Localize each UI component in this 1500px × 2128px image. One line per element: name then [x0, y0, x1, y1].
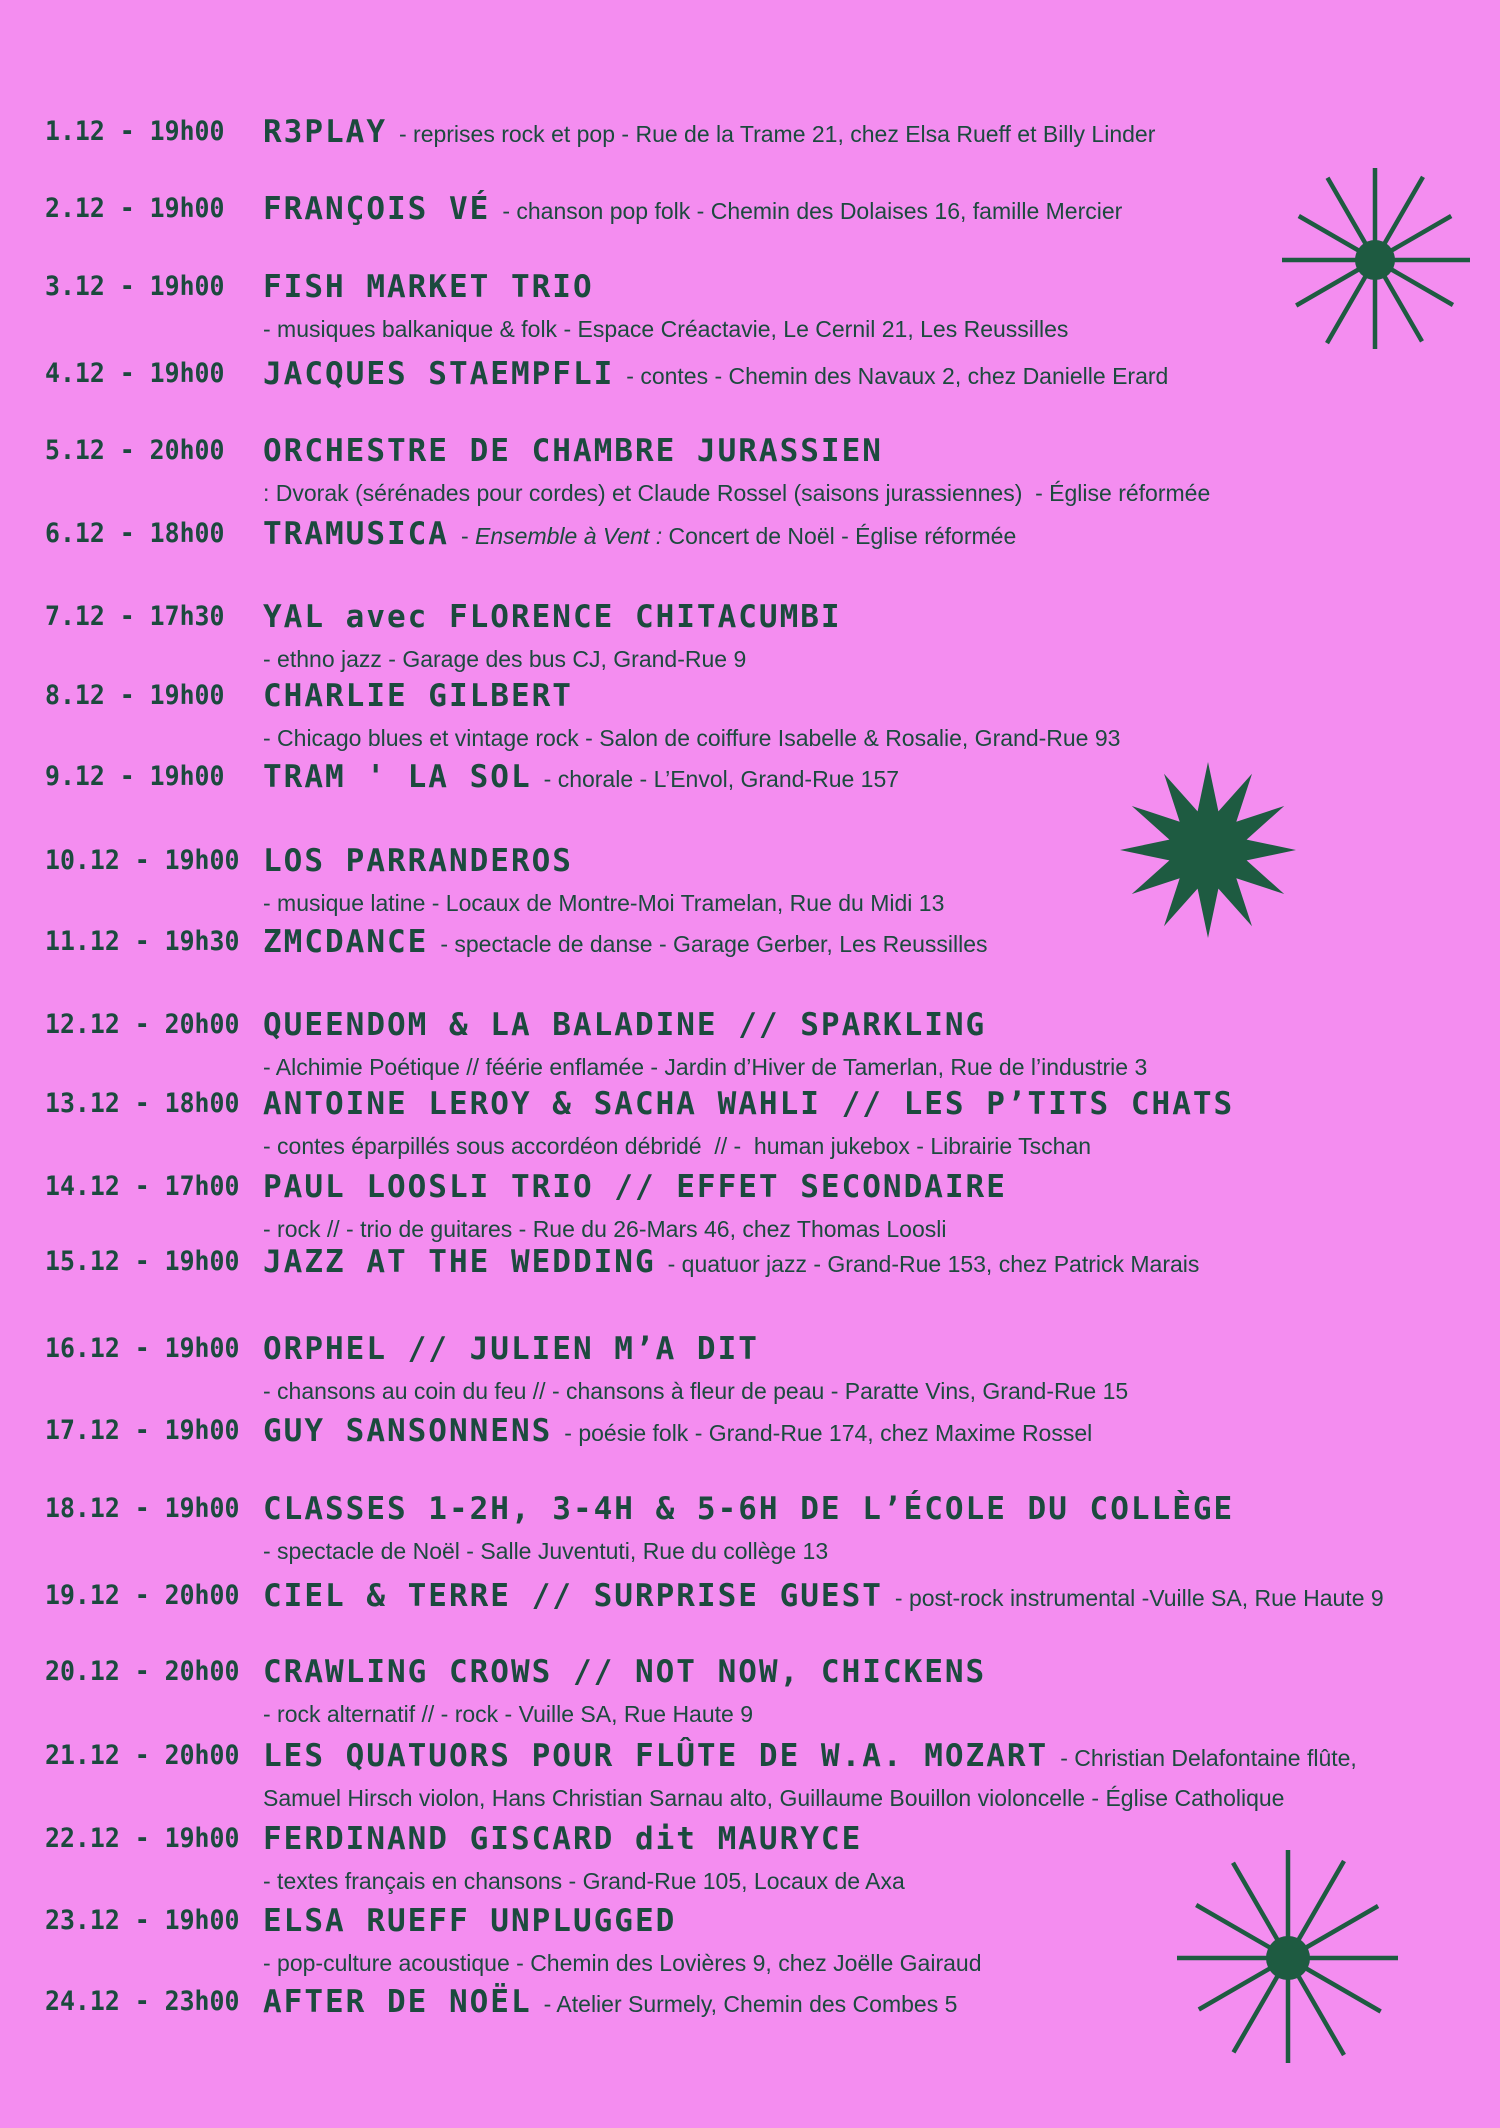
event-row — [45, 600, 1465, 674]
event-row — [45, 1985, 1465, 2025]
event-datetime: 18.12 - 19h00 — [45, 1493, 240, 1524]
event-title: CIEL & TERRE // SURPRISE GUEST — [263, 1578, 883, 1614]
event-row — [45, 1579, 1465, 1619]
event-description: - musiques balkanique & folk - Espace Créactavie, Le Cernil 21, Les Reussilles — [263, 316, 1069, 342]
event-row — [45, 1008, 1465, 1082]
event-row — [45, 1655, 1465, 1729]
event-title: ZMCDANCE — [263, 924, 429, 960]
event-title: LOS PARRANDEROS — [263, 843, 573, 879]
event-title: TRAMUSICA — [263, 516, 449, 552]
event-title: AFTER DE NOËL — [263, 1984, 532, 2020]
event-title: ORCHESTRE DE CHAMBRE JURASSIEN — [263, 433, 883, 469]
event-row — [45, 1087, 1465, 1161]
event-title: CRAWLING CROWS // NOT NOW, CHICKENS — [263, 1654, 987, 1690]
event-datetime: 15.12 - 19h00 — [45, 1246, 240, 1277]
event-row — [45, 270, 1465, 344]
event-row — [45, 434, 1465, 508]
event-description: - pop-culture acoustique - Chemin des Lovières 9, chez Joëlle Gairaud — [263, 1950, 982, 1976]
event-description: Samuel Hirsch violon, Hans Christian Sarnau alto, Guillaume Bouillon violoncelle - Église Catholique — [263, 1785, 1285, 1811]
event-title: QUEENDOM & LA BALADINE // SPARKLING — [263, 1007, 987, 1043]
event-datetime: 23.12 - 19h00 — [45, 1905, 240, 1936]
event-datetime: 14.12 - 17h00 — [45, 1171, 240, 1202]
event-title: FRANÇOIS VÉ — [263, 191, 491, 227]
event-title: YAL avec FLORENCE CHITACUMBI — [263, 599, 842, 635]
event-datetime: 4.12 - 19h00 — [45, 358, 225, 389]
event-row — [45, 1822, 1465, 1896]
event-datetime: 1.12 - 19h00 — [45, 116, 225, 147]
event-description: - ethno jazz - Garage des bus CJ, Grand-Rue 9 — [263, 646, 747, 672]
event-datetime: 20.12 - 20h00 — [45, 1656, 240, 1687]
event-row — [45, 760, 1465, 800]
event-title: TRAM ' LA SOL — [263, 759, 532, 795]
event-row — [45, 1492, 1465, 1566]
event-datetime: 6.12 - 18h00 — [45, 518, 225, 549]
event-description: - textes français en chansons - Grand-Rue 105, Locaux de Axa — [263, 1868, 905, 1894]
event-datetime: 10.12 - 19h00 — [45, 845, 240, 876]
event-inline-info: - Atelier Surmely, Chemin des Combes 5 — [543, 1991, 958, 2017]
event-datetime: 11.12 - 19h30 — [45, 926, 240, 957]
event-description: - musique latine - Locaux de Montre-Moi Tramelan, Rue du Midi 13 — [263, 890, 945, 916]
event-datetime: 2.12 - 19h00 — [45, 193, 225, 224]
event-row — [45, 1332, 1465, 1406]
event-row — [45, 1414, 1465, 1454]
event-datetime: 12.12 - 20h00 — [45, 1009, 240, 1040]
event-description: - contes éparpillés sous accordéon débridé // - human jukebox - Librairie Tschan — [263, 1133, 1092, 1159]
event-inline-info: - Christian Delafontaine flûte, — [1060, 1745, 1357, 1771]
event-title: R3PLAY — [263, 114, 387, 150]
event-description: : Dvorak (sérénades pour cordes) et Claude Rossel (saisons jurassiennes) - Église réformée — [263, 480, 1211, 506]
event-title: JACQUES STAEMPFLI — [263, 356, 615, 392]
event-description: - rock alternatif // - rock - Vuille SA, Rue Haute 9 — [263, 1701, 753, 1727]
event-row — [45, 517, 1465, 557]
event-title: PAUL LOOSLI TRIO // EFFET SECONDAIRE — [263, 1169, 1007, 1205]
event-datetime: 7.12 - 17h30 — [45, 601, 225, 632]
event-datetime: 9.12 - 19h00 — [45, 761, 225, 792]
event-description: - Alchimie Poétique // féérie enflamée - Jardin d’Hiver de Tamerlan, Rue de l’industrie 3 — [263, 1054, 1148, 1080]
event-title: JAZZ AT THE WEDDING — [263, 1244, 656, 1280]
event-title: ELSA RUEFF UNPLUGGED — [263, 1903, 677, 1939]
event-inline-info: - post-rock instrumental -Vuille SA, Rue Haute 9 — [894, 1585, 1384, 1611]
event-datetime: 8.12 - 19h00 — [45, 680, 225, 711]
event-title: ANTOINE LEROY & SACHA WAHLI // LES P’TITS CHATS — [263, 1086, 1235, 1122]
event-row — [45, 1739, 1465, 1813]
event-inline-info: - chanson pop folk - Chemin des Dolaises 16, famille Mercier — [502, 198, 1123, 224]
event-row — [45, 679, 1465, 753]
event-description: - spectacle de Noël - Salle Juventuti, Rue du collège 13 — [263, 1538, 829, 1564]
event-title: CLASSES 1-2H, 3-4H & 5-6H DE L’ÉCOLE DU COLLÈGE — [263, 1491, 1235, 1527]
event-datetime: 24.12 - 23h00 — [45, 1986, 240, 2017]
event-title: ORPHEL // JULIEN M’A DIT — [263, 1331, 759, 1367]
event-inline-info: Concert de Noël - Église réformée — [662, 523, 1017, 549]
event-title: LES QUATUORS POUR FLÛTE DE W.A. MOZART — [263, 1738, 1049, 1774]
event-title: GUY SANSONNENS — [263, 1413, 553, 1449]
event-inline-info: - contes - Chemin des Navaux 2, chez Danielle Erard — [626, 363, 1169, 389]
event-row — [45, 1170, 1465, 1244]
event-title: FERDINAND GISCARD dit MAURYCE — [263, 1821, 863, 1857]
event-datetime: 19.12 - 20h00 — [45, 1580, 240, 1611]
event-inline-info-italic: Ensemble à Vent : — [475, 523, 663, 549]
event-inline-info: - chorale - L’Envol, Grand-Rue 157 — [543, 766, 900, 792]
event-description: - chansons au coin du feu // - chansons à fleur de peau - Paratte Vins, Grand-Rue 15 — [263, 1378, 1129, 1404]
event-title: FISH MARKET TRIO — [263, 269, 594, 305]
event-datetime: 13.12 - 18h00 — [45, 1088, 240, 1119]
event-inline-info: - reprises rock et pop - Rue de la Trame 21, chez Elsa Rueff et Billy Linder — [398, 121, 1156, 147]
event-datetime: 21.12 - 20h00 — [45, 1740, 240, 1771]
event-datetime: 16.12 - 19h00 — [45, 1333, 240, 1364]
event-datetime: 17.12 - 19h00 — [45, 1415, 240, 1446]
event-inline-info: - — [460, 523, 476, 549]
event-row — [45, 115, 1465, 155]
event-datetime: 5.12 - 20h00 — [45, 435, 225, 466]
event-description: - Chicago blues et vintage rock - Salon de coiffure Isabelle & Rosalie, Grand-Rue 93 — [263, 725, 1121, 751]
event-inline-info: - poésie folk - Grand-Rue 174, chez Maxime Rossel — [564, 1420, 1093, 1446]
event-row — [45, 844, 1465, 918]
event-row — [45, 192, 1465, 232]
event-title: CHARLIE GILBERT — [263, 678, 573, 714]
event-datetime: 22.12 - 19h00 — [45, 1823, 240, 1854]
event-row — [45, 925, 1465, 965]
event-row — [45, 1904, 1465, 1978]
event-inline-info: - spectacle de danse - Garage Gerber, Les Reussilles — [440, 931, 988, 957]
event-description: - rock // - trio de guitares - Rue du 26-Mars 46, chez Thomas Loosli — [263, 1216, 947, 1242]
event-inline-info: - quatuor jazz - Grand-Rue 153, chez Patrick Marais — [667, 1251, 1200, 1277]
event-row — [45, 357, 1465, 397]
event-datetime: 3.12 - 19h00 — [45, 271, 225, 302]
event-row — [45, 1245, 1465, 1285]
